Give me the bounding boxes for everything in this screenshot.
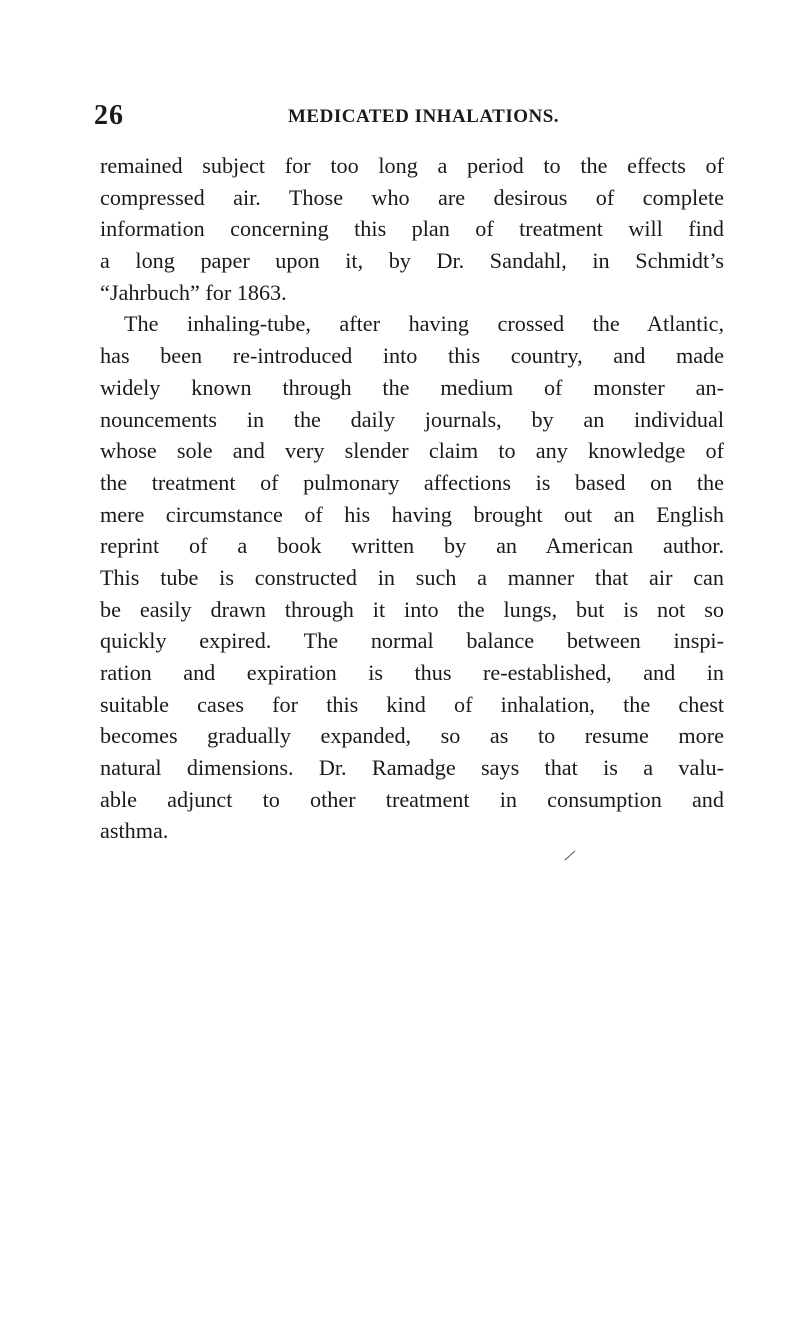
text-line: ration and expiration is thus re-established, and in <box>100 660 724 685</box>
page-header <box>94 100 720 134</box>
text-line: the treatment of pulmonary affections is based on the <box>100 469 724 495</box>
text-line: able adjunct to other treatment in consumption and <box>100 786 724 812</box>
stray-ink-mark <box>564 850 575 860</box>
text-line: asthma. <box>100 818 169 844</box>
text-line: “Jahrbuch” for 1863. <box>100 279 287 305</box>
text-line: a long paper upon it, by Dr. Sandahl, in Schmidt’s <box>100 248 724 274</box>
text-line: The inhaling-tube, after having crossed the Atlantic, <box>124 311 724 337</box>
text-line: mere circumstance of his having brought out an English <box>100 501 724 527</box>
body-paragraphs <box>100 150 724 847</box>
page-number: 26 <box>94 100 124 131</box>
text-line: suitable cases for this kind of inhalation, the chest <box>100 691 724 717</box>
text-line: widely known through the medium of monster an- <box>100 374 724 400</box>
text-line: information concerning this plan of treatment will find <box>100 216 724 242</box>
text-line: has been re-introduced into this country, and made <box>100 343 724 369</box>
text-line: natural dimensions. Dr. Ramadge says that is a valu- <box>100 755 724 781</box>
text-line: whose sole and very slender claim to any knowledge of <box>100 438 724 464</box>
text-line: remained subject for too long a period to the effects of <box>100 153 724 178</box>
text-line: This tube is constructed in such a manner that air can <box>100 564 724 590</box>
text-line: be easily drawn through it into the lungs, but is not so <box>100 596 724 622</box>
text-line: quickly expired. The normal balance between inspi- <box>100 628 724 654</box>
text-line: reprint of a book written by an American author. <box>100 533 724 559</box>
text-line: compressed air. Those who are desirous of complete <box>100 184 724 210</box>
text-line: nouncements in the daily journals, by an individual <box>100 406 724 432</box>
text-line: becomes gradually expanded, so as to resume more <box>100 723 724 749</box>
running-title: MEDICATED INHALATIONS. <box>288 106 560 127</box>
